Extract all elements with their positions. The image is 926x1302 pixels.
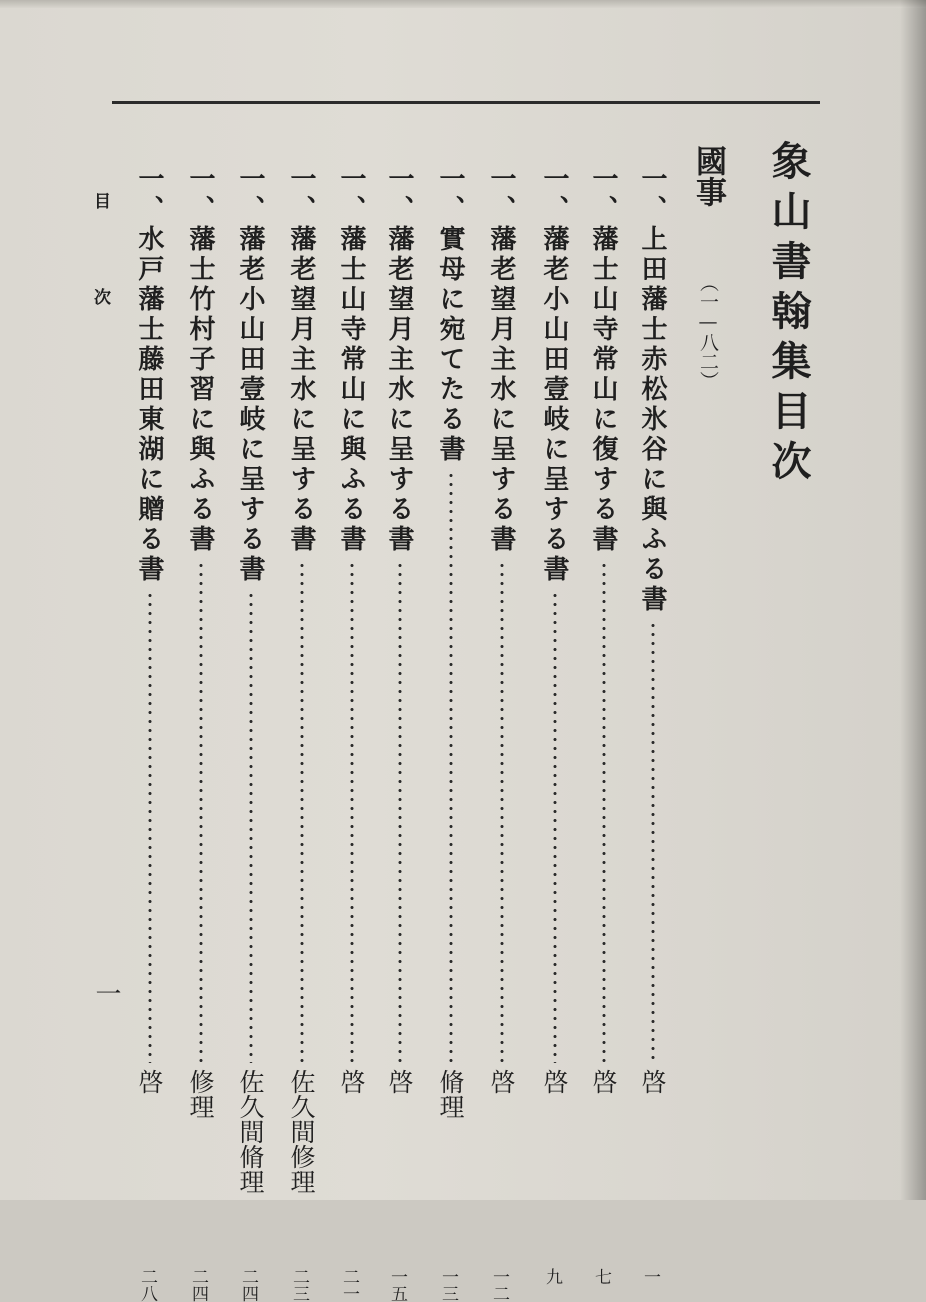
dot-leader (398, 561, 402, 1063)
page-top-edge (0, 0, 926, 8)
dot-leader (300, 561, 304, 1063)
entry-author: 啓 (589, 1069, 618, 1094)
entry-author: 啓 (540, 1069, 569, 1094)
entry-author: 佐久間脩理 (236, 1069, 265, 1194)
footer-label-top: 目 (90, 192, 110, 209)
entry-page-number: 一三 (438, 1268, 458, 1302)
entry-page-number: 二四 (188, 1268, 208, 1302)
toc-entry[interactable] (483, 165, 523, 1302)
toc-entry[interactable] (432, 165, 472, 1302)
section-name: 國事 (690, 145, 726, 207)
dot-leader (500, 561, 504, 1063)
entry-title: 一、上田藩士赤松氷谷に與ふる書 (637, 165, 667, 615)
entry-author: 佐久間修理 (287, 1069, 316, 1194)
entry-title: 一、藩老小山田壹岐に呈する書 (235, 165, 265, 585)
section-range: （一—八二） (697, 273, 719, 390)
dot-leader (199, 561, 203, 1063)
entry-author: 脩理 (436, 1069, 465, 1119)
entry-page-number: 七 (591, 1268, 611, 1285)
entry-title: 一、實母に宛てたる書 (435, 165, 465, 465)
entry-page-number: 一二 (489, 1268, 509, 1302)
toc-entry[interactable] (333, 165, 373, 1302)
dot-leader (553, 591, 557, 1063)
entry-page-number: 九 (542, 1268, 562, 1285)
entry-author: 啓 (487, 1069, 516, 1094)
section-heading (686, 145, 731, 390)
dot-leader (602, 561, 606, 1063)
entry-page-number: 二四 (238, 1268, 258, 1302)
toc-entry[interactable] (634, 165, 674, 1285)
entry-title: 一、藩士山寺常山に復する書 (588, 165, 618, 555)
dot-leader (350, 561, 354, 1063)
footer-label-bottom: 次 (90, 288, 110, 305)
dot-leader (249, 591, 253, 1063)
binding-shadow (900, 0, 926, 1200)
toc-entry[interactable] (283, 165, 323, 1302)
entry-page-number: 二一 (339, 1268, 359, 1302)
entry-title: 一、藩老望月主水に呈する書 (486, 165, 516, 555)
entry-author: 修理 (186, 1069, 215, 1119)
entry-page-number: 二三 (289, 1268, 309, 1302)
entry-author: 啓 (638, 1069, 667, 1094)
entry-page-number: 一 (640, 1268, 660, 1285)
toc-entry[interactable] (585, 165, 625, 1285)
entry-title: 一、藩老望月主水に呈する書 (384, 165, 414, 555)
entry-author: 啓 (385, 1069, 414, 1094)
entry-title: 一、藩士山寺常山に與ふる書 (336, 165, 366, 555)
toc-entry[interactable] (232, 165, 272, 1302)
dot-leader (651, 621, 655, 1063)
header-rule (112, 101, 820, 104)
dot-leader (449, 471, 453, 1063)
toc-entry[interactable] (182, 165, 222, 1302)
toc-entry[interactable] (536, 165, 576, 1285)
entry-title: 一、藩士竹村子習に與ふる書 (185, 165, 215, 555)
toc-entry[interactable] (381, 165, 421, 1302)
entry-author: 啓 (337, 1069, 366, 1094)
dot-leader (148, 591, 152, 1063)
entry-page-number: 二八 (137, 1268, 157, 1302)
entry-title: 一、水戸藩士藤田東湖に贈る書 (134, 165, 164, 585)
entry-page-number: 一五 (387, 1268, 407, 1302)
footer-page-number: 一 (91, 980, 121, 1006)
entry-title: 一、藩老小山田壹岐に呈する書 (539, 165, 569, 585)
entry-author: 啓 (135, 1069, 164, 1094)
entry-title: 一、藩老望月主水に呈する書 (286, 165, 316, 555)
book-title: 象山書翰集目次 (765, 140, 812, 490)
toc-entry[interactable] (131, 165, 171, 1302)
